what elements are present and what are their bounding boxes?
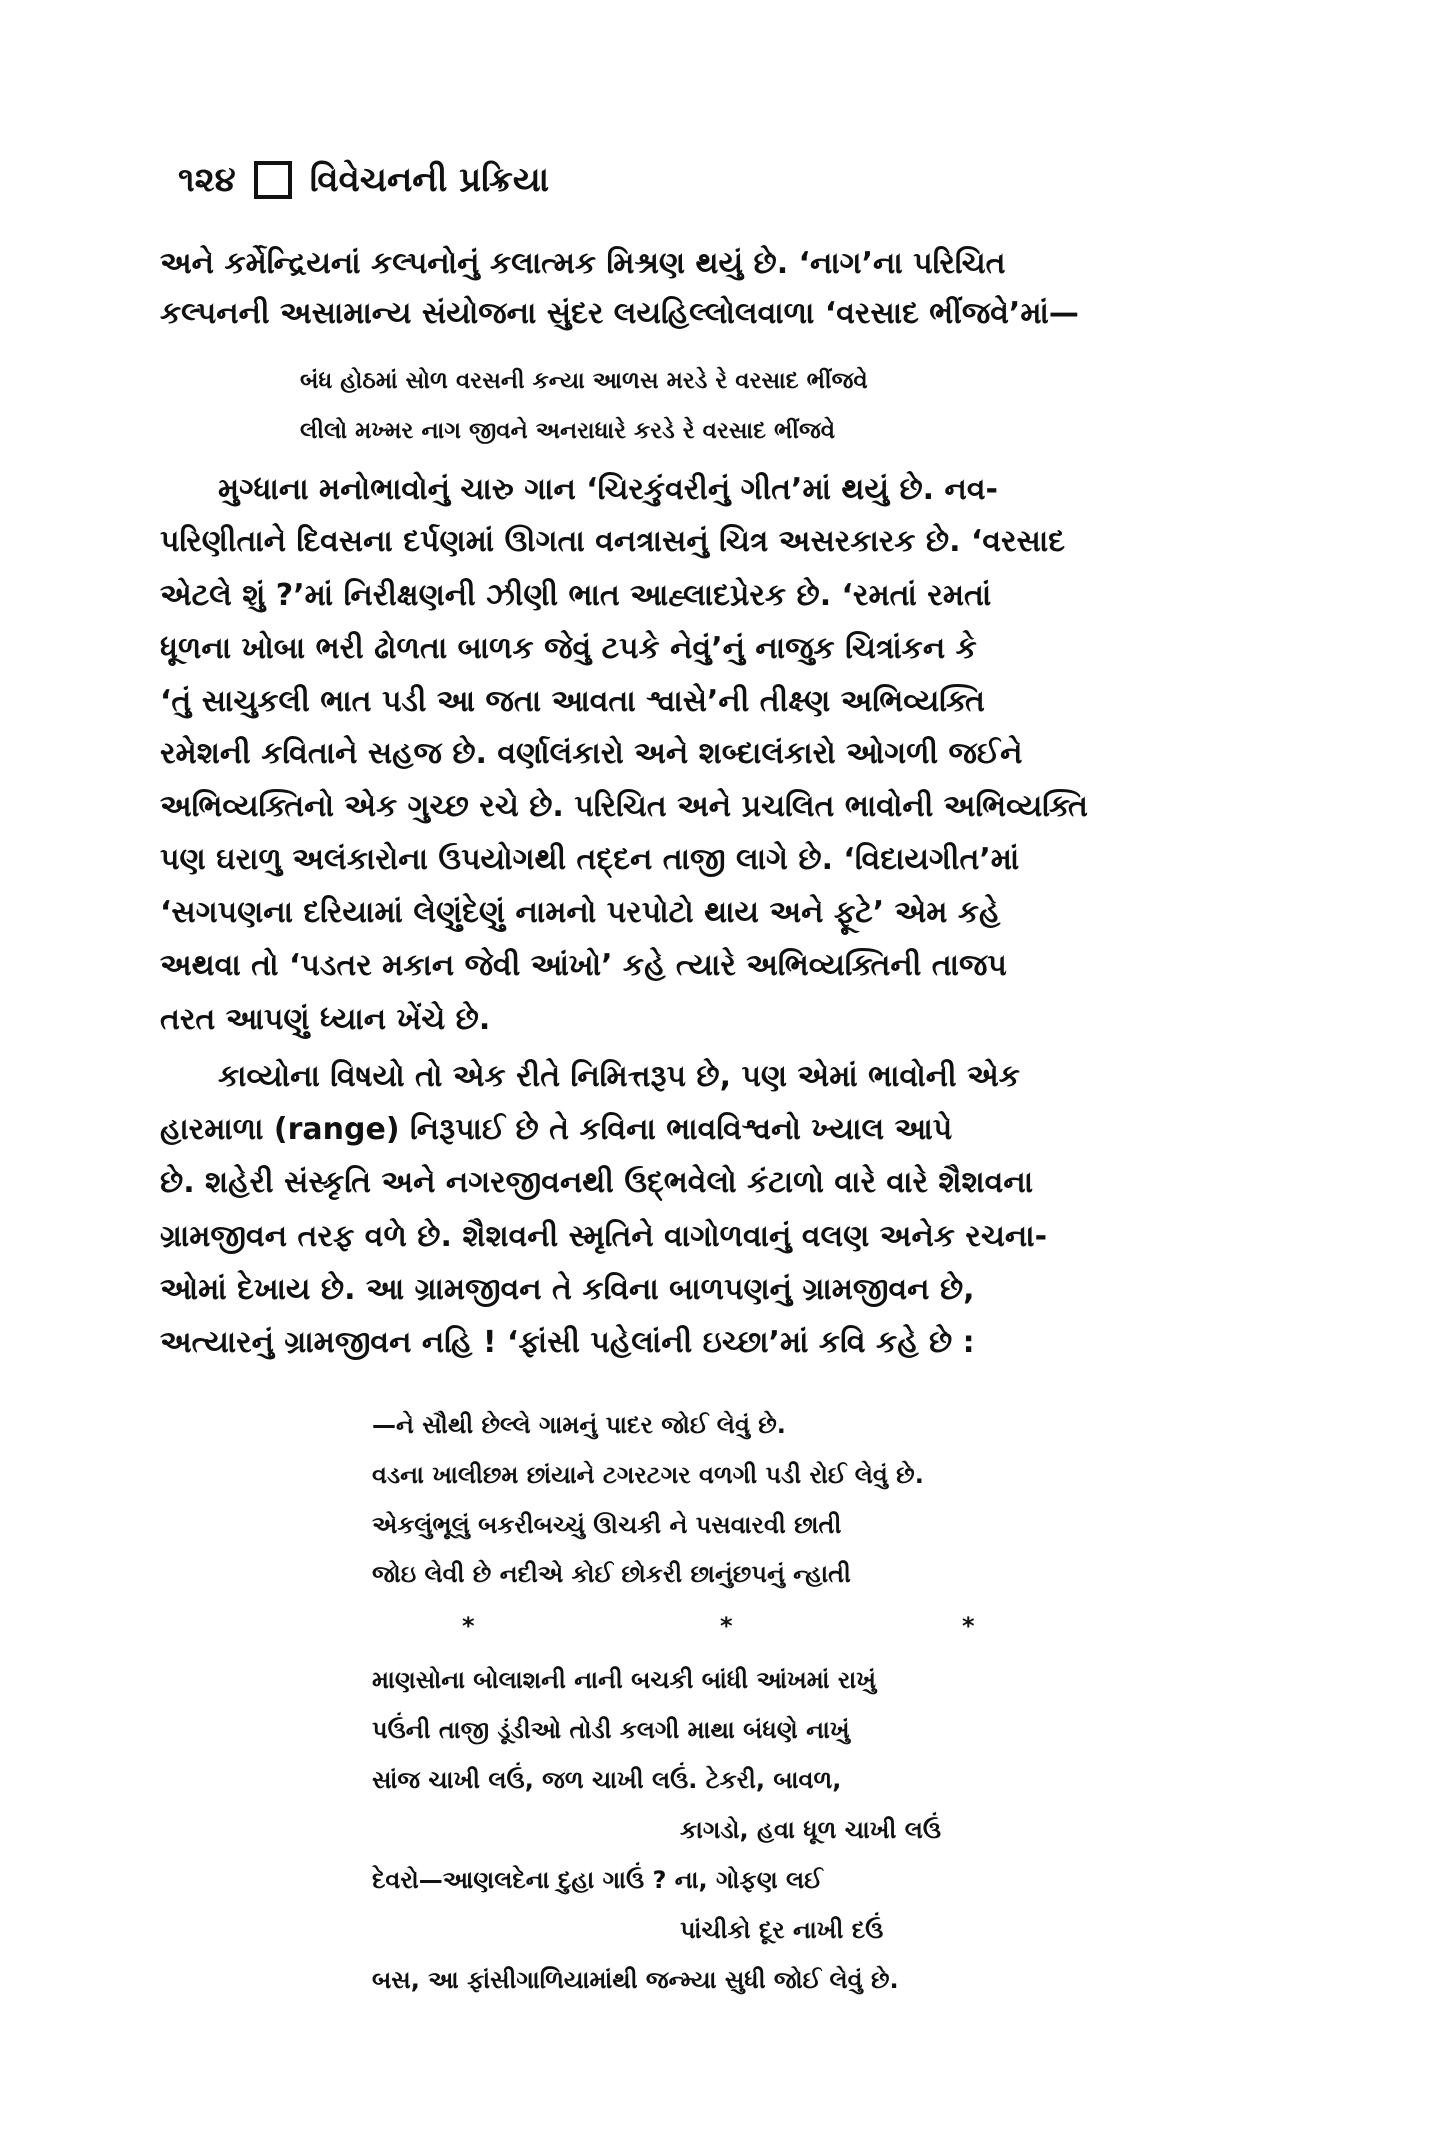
poem-line: સાંજ ચાખી લઉં, જળ ચાખી લઉં. ટેકરી, બાવળ, (372, 1766, 842, 1794)
running-header (178, 160, 549, 200)
para3-line: છે. શહેરી સંસ્કૃતિ અને નગરજીવનથી ઉદ્ભવેલો કંટાળો વારે વારે શૈશવના (160, 1165, 1034, 1200)
para2-line: પરિણીતાને દિવસના દર્પણમાં ઊગતા વનત્રાસનું ચિત્ર અસરકારક છે. ‘વરસાદ (160, 524, 1065, 559)
para3-line: કાવ્યોના વિષયો તો એક રીતે નિમિત્તરૂપ છે, પણ એમાં ભાવોની એક (218, 1059, 1020, 1094)
poem-line: માણસોના બોલાશની નાની બચકી બાંધી આંખમાં રાખું (372, 1666, 876, 1694)
poem-line: કાગડો, હવા ધૂળ ચાખી લઉં (680, 1816, 942, 1844)
para2-line: ‘તું સાચુકલી ભાત પડી આ જતા આવતા શ્વાસે’ની તીક્ષ્ણ અભિવ્યક્તિ (160, 684, 985, 719)
para3-line: અત્યારનું ગ્રામજીવન નહિ ! ‘ફાંસી પહેલાંની ઇચ્છા’માં કવિ કહે છે : (160, 1325, 975, 1360)
page-number: ૧૨૪ (178, 160, 236, 200)
quote-line: લીલો મખ્મર નાગ જીવને અનરાધારે કરડે રે વરસાદ ભીંજવે (300, 418, 836, 444)
para1-line: અને કર્મેન્દ્રિયનાં કલ્પનોનું કલાત્મક મિશ્રણ થયું છે. ‘નાગ’ના પરિચિત (160, 246, 1006, 281)
quote-line: બંધ હોઠમાં સોળ વરસની કન્યા આળસ મરડે રે વરસાદ ભીંજવે (300, 368, 868, 394)
poem-line: —ને સૌથી છેલ્લે ગામનું પાદર જોઈ લેવું છે. (372, 1411, 786, 1439)
poem-separator-star: * (462, 1612, 475, 1640)
poem-line: વડના ખાલીછમ છાંયાને ટગરટગર વળગી પડી રોઈ લેવું છે. (372, 1461, 924, 1489)
para2-line: ધૂળના ખોબા ભરી ઢોળતા બાળક જેવું ટપકે નેવું’નું નાજુક ચિત્રાંકન કે (160, 631, 977, 666)
para2-line: ‘સગપણના દરિયામાં લેણુંદેણું નામનો પરપોટો થાય અને ફૂટે’ એમ કહે (160, 895, 1001, 930)
running-title: વિવેચનની પ્રક્રિયા (309, 160, 550, 200)
para2-line: અભિવ્યક્તિનો એક ગુચ્છ રચે છે. પરિચિત અને પ્રચલિત ભાવોની અભિવ્યક્તિ (160, 789, 1088, 824)
poem-line: પઉંની તાજી ડૂંડીઓ તોડી કલગી માથા બંધણે નાખું (372, 1716, 850, 1744)
poem-separator-star: * (962, 1612, 975, 1640)
poem-line: દેવરો—આણલદેના દુહા ગાઉં ? ના, ગોફણ લઈ (372, 1866, 823, 1894)
poem-line: એકલુંભૂલું બકરીબચ્ચું ઊચકી ને પસવારવી છાતી (372, 1511, 842, 1539)
para2-line: પણ ઘરાળુ અલંકારોના ઉપયોગથી તદ્દન તાજી લાગે છે. ‘વિદાયગીત’માં (160, 842, 1020, 877)
para2-line: રમેશની કવિતાને સહજ છે. વર્ણાલંકારો અને શબ્દાલંકારો ઓગળી જઈને (160, 736, 1023, 771)
poem-line: પાંચીકો દૂર નાખી દઉં (680, 1916, 884, 1944)
header-box-ornament (254, 161, 292, 199)
para2-line: તરત આપણું ધ્યાન ખેંચે છે. (160, 1002, 491, 1037)
para3-line: હારમાળા (range) નિરૂપાઈ છે તે કવિના ભાવવિશ્વનો ખ્યાલ આપે (160, 1112, 953, 1147)
para2-line: મુગ્ધાના મનોભાવોનું ચારુ ગાન ‘ચિરકુંવરીનું ગીત’માં થયું છે. નવ- (218, 472, 998, 507)
para2-line: એટલે શું ?’માં નિરીક્ષણની ઝીણી ભાત આહ્લાદપ્રેરક છે. ‘રમતાં રમતાં (160, 578, 992, 613)
poem-separator-star: * (720, 1612, 733, 1640)
poem-line: જોઇ લેવી છે નદીએ કોઈ છોકરી છાનુંછપનું ન્હાતી (372, 1560, 851, 1588)
poem-line: બસ, આ ફાંસીગાળિયામાંથી જન્મ્યા સુધી જોઈ લેવું છે. (372, 1966, 899, 1994)
para1-line: કલ્પનની અસામાન્ય સંયોજના સુંદર લયહિલ્લોલવાળા ‘વરસાદ ભીંજવે’માં— (160, 296, 1079, 331)
para2-line: અથવા તો ‘પડતર મકાન જેવી આંખો’ કહે ત્યારે અભિવ્યક્તિની તાજપ (160, 948, 1007, 983)
para3-line: ઓમાં દેખાય છે. આ ગ્રામજીવન તે કવિના બાળપણનું ગ્રામજીવન છે, (160, 1272, 975, 1307)
para3-line: ગ્રામજીવન તરફ વળે છે. શૈશવની સ્મૃતિને વાગોળવાનું વલણ અનેક રચના- (160, 1219, 1048, 1254)
